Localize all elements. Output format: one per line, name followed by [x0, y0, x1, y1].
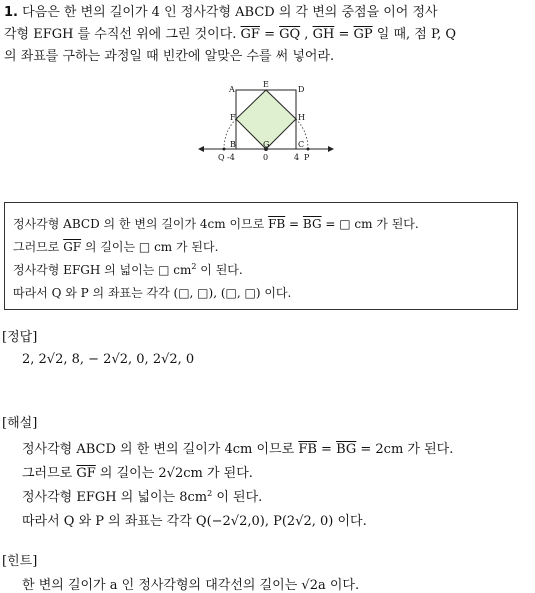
question-line-2 — [4, 24, 532, 46]
superscript-2: 2 — [191, 262, 197, 271]
point-p — [307, 148, 310, 151]
segment-gh: $\overline{GH}$ — [312, 27, 335, 42]
solution-label: [해설] — [2, 416, 38, 431]
question-text-2b: 일 때, 점 P, Q — [372, 27, 456, 42]
label-c: C — [298, 140, 305, 149]
hint-label: [힌트] — [2, 554, 38, 569]
box-text-3b: 이 된다. — [196, 263, 243, 277]
label-a: A — [229, 85, 235, 94]
question-number: 1. — [4, 5, 18, 20]
solution-text-3b: 이 된다. — [212, 490, 263, 505]
label-zero: 0 — [263, 153, 269, 162]
box-line-2 — [13, 238, 218, 255]
solution-line-4: 따라서 Q 와 P 의 좌표는 각각 Q(−2√2,0), P(2√2, 0) 이다. — [22, 514, 367, 529]
equals-sign: = — [316, 442, 337, 457]
segment-gq: $\overline{GQ}$ — [279, 27, 301, 42]
label-e: E — [263, 80, 269, 89]
solution-text-1a: 정사각형 ABCD 의 한 변의 길이가 4cm 이므로 — [22, 442, 299, 457]
equals-sign: = — [259, 27, 280, 42]
label-g: G — [263, 140, 270, 149]
box-line-4: 따라서 Q 와 P 의 좌표는 각각 (□, □), (□, □) 이다. — [13, 286, 292, 300]
segment-fb: $\overline{FB}$ — [268, 217, 286, 231]
solution-line-1 — [22, 438, 453, 457]
box-text-2b: 의 길이는 □ cm 가 된다. — [81, 240, 219, 254]
box-line-1 — [13, 215, 419, 232]
label-minus4: -4 — [227, 153, 235, 162]
segment-bg: $\overline{BG}$ — [336, 442, 357, 457]
label-four: 4 — [294, 153, 300, 162]
fill-in-box — [4, 202, 518, 310]
question — [4, 2, 532, 68]
label-h: H — [298, 113, 305, 122]
equals-sign: = — [285, 217, 303, 231]
label-p: P — [304, 153, 310, 162]
box-line-3 — [13, 261, 243, 278]
question-text-2a: 각형 EFGH 를 수직선 위에 그린 것이다. — [4, 27, 241, 42]
solution-text-1b: = 2cm 가 된다. — [356, 442, 454, 457]
segment-gp: $\overline{GP}$ — [353, 27, 373, 42]
square-figure — [196, 78, 336, 170]
box-text-1b: = □ cm 가 된다. — [321, 217, 419, 231]
segment-gf: $\overline{GF}$ — [240, 27, 260, 42]
arrow-right-icon — [328, 146, 334, 152]
arrow-left-icon — [198, 146, 204, 152]
solution-line-2 — [22, 462, 253, 481]
equals-sign: = — [334, 27, 354, 42]
label-b: B — [230, 140, 236, 149]
solution-text-3a: 정사각형 EFGH 의 넓이는 8cm — [22, 490, 208, 505]
label-q: Q — [218, 153, 225, 162]
separator: , — [300, 27, 313, 42]
solution-text-2a: 그러므로 — [22, 466, 77, 481]
box-text-3a: 정사각형 EFGH 의 넓이는 □ cm — [13, 263, 192, 277]
segment-bg: $\overline{BG}$ — [302, 217, 322, 231]
label-f: F — [230, 113, 236, 122]
answer-text: 2, 2√2, 8, − 2√2, 0, 2√2, 0 — [22, 352, 195, 367]
question-line-3: 의 좌표를 구하는 과정일 때 빈칸에 알맞은 수를 써 넣어라. — [4, 49, 335, 64]
question-text-1: 다음은 한 변의 길이가 4 인 정사각형 ABCD 의 각 변의 중점을 이어 정사 — [22, 5, 438, 20]
segment-fb: $\overline{FB}$ — [298, 442, 317, 457]
superscript-2: 2 — [207, 489, 213, 498]
segment-gf: $\overline{GF}$ — [63, 240, 82, 254]
solution-line-3 — [22, 486, 262, 505]
solution-text-2b: 의 길이는 2√2cm 가 된다. — [95, 466, 253, 481]
segment-gf: $\overline{GF}$ — [76, 466, 96, 481]
hint-text: 한 변의 길이가 a 인 정사각형의 대각선의 길이는 √2a 이다. — [22, 578, 360, 593]
question-line-1 — [4, 2, 532, 24]
box-text-2a: 그러므로 — [13, 240, 64, 254]
point-q — [223, 148, 226, 151]
box-text-1a: 정사각형 ABCD 의 한 변의 길이가 4cm 이므로 — [13, 217, 269, 231]
answer-label: [정답] — [2, 330, 38, 345]
label-d: D — [298, 85, 305, 94]
